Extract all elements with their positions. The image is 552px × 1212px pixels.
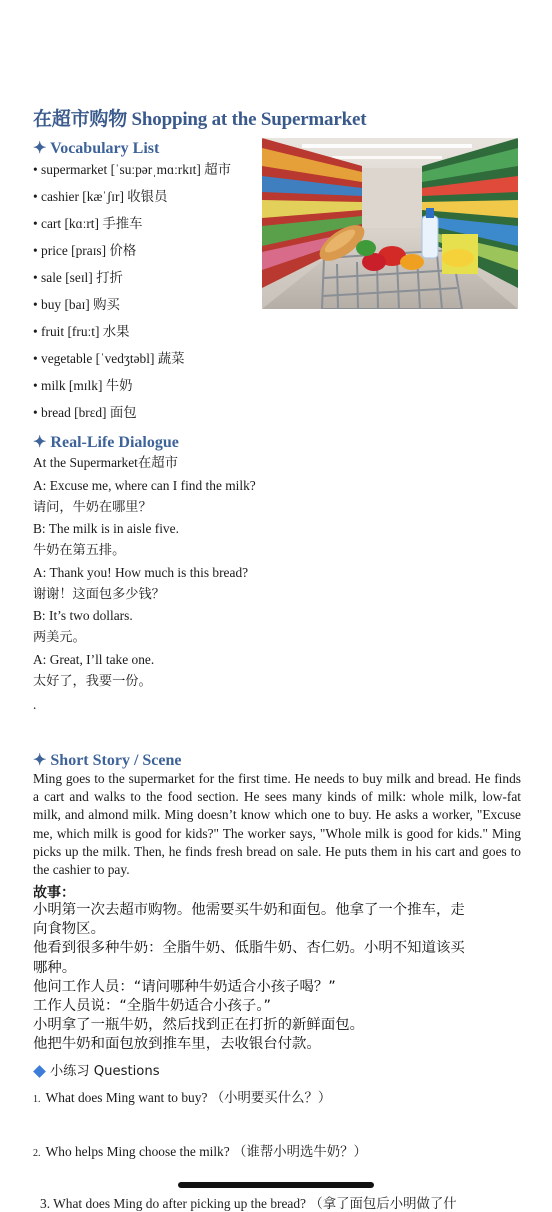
question-number: 1. <box>33 1094 41 1105</box>
vocab-item: • fruit [fruːt] 水果 <box>33 324 130 339</box>
vocab-item: • vegetable [ˈvedʒtəbl] 蔬菜 <box>33 351 185 366</box>
story-chinese-heading: 故事： <box>33 885 75 901</box>
dialogue-line-zh: 请问，牛奶在哪里？ <box>33 500 152 515</box>
story-chinese-line: 工作人员说：“全脂牛奶适合小孩子。” <box>33 998 271 1015</box>
vocab-item: • price [praɪs] 价格 <box>33 243 137 258</box>
story-chinese-line: 哪种。 <box>33 959 77 976</box>
story-english: Ming goes to the supermarket for the first time. He needs to buy milk and bread. He finds a cart and walks to the food section. He sees many kinds of milk: whole milk, low-fat milk, and almond milk. Ming doesn’t know which one to buy. He asks a worker, "Excuse me, which milk is good for kids?" The worker says, "Whole milk is good for kids." Ming picks up the milk. Then, he finds fresh bread on sale. He puts them in his cart and goes to the cashier to pay. <box>33 771 521 878</box>
dialogue-line-en: B: The milk is in aisle five. <box>33 521 179 536</box>
dialogue-setting: At the Supermarket在超市 <box>33 455 179 470</box>
dialogue-heading: ✦ Real-Life Dialogue <box>33 434 179 451</box>
vocabulary-list <box>33 160 231 430</box>
dialogue-line-en: B: It’s two dollars. <box>33 608 133 623</box>
dialogue-line-zh: 牛奶在第五排。 <box>33 543 126 558</box>
vocab-item: • bread [brɛd] 面包 <box>33 405 137 420</box>
supermarket-photo <box>262 138 518 309</box>
home-indicator[interactable] <box>178 1182 374 1188</box>
story-chinese-line: 小明拿了一瓶牛奶，然后找到正在打折的新鲜面包。 <box>33 1017 364 1034</box>
story-chinese-line: 小明第一次去超市购物。他需要买牛奶和面包。他拿了一个推车，走 <box>33 902 465 918</box>
questions-heading-label: 小练习 Questions <box>50 1064 160 1079</box>
story-heading: ✦ Short Story / Scene <box>33 752 182 769</box>
dialogue-line-zh: 两美元。 <box>33 630 86 645</box>
vocab-item: • buy [baɪ] 购买 <box>33 297 120 312</box>
vocab-item: • cart [kɑːrt] 手推车 <box>33 216 143 231</box>
question-item <box>33 1087 331 1106</box>
question-item-cut-off: 3. What does Ming do after picking up the bread? （拿了面包后小明做了什 <box>40 1196 457 1211</box>
dialogue-line-en: A: Great, I’ll take one. <box>33 652 155 667</box>
story-chinese-line: 他问工作人员：“请问哪种牛奶适合小孩子喝？” <box>33 978 336 995</box>
dialogue-line-zh: 太好了，我要一份。 <box>33 674 152 689</box>
story-chinese <box>33 901 523 1055</box>
vocab-item: • cashier [kæˈʃɪr] 收银员 <box>33 189 168 204</box>
trailing-dot: . <box>33 697 37 712</box>
story-chinese-line: 他把牛奶和面包放到推车里，去收银台付款。 <box>33 1036 321 1053</box>
page-title: 在超市购物 Shopping at the Supermarket <box>33 109 367 130</box>
question-text: Who helps Ming choose the milk? （谁帮小明选牛奶？） <box>45 1144 367 1159</box>
question-text: What does Ming want to buy? （小明要买什么？） <box>45 1090 332 1105</box>
diamond-icon <box>33 1065 46 1078</box>
dialogue-line-en: A: Excuse me, where can I find the milk? <box>33 478 256 493</box>
vocab-item: • sale [seɪl] 打折 <box>33 270 123 285</box>
dialogue-line-en: A: Thank you! How much is this bread? <box>33 565 249 580</box>
vocab-item: • milk [mɪlk] 牛奶 <box>33 378 133 393</box>
dialogue-line-zh: 谢谢！这面包多少钱？ <box>33 587 165 602</box>
questions-heading <box>33 1060 160 1079</box>
vocab-item: • supermarket [ˈsuːpərˌmɑːrkɪt] 超市 <box>33 162 231 177</box>
question-number: 2. <box>33 1148 41 1159</box>
story-chinese-line: 向食物区。 <box>33 921 105 938</box>
vocabulary-heading: ✦ Vocabulary List <box>33 140 160 157</box>
question-item <box>33 1141 367 1160</box>
story-chinese-line: 他看到很多种牛奶：全脂牛奶、低脂牛奶、杏仁奶。小明不知道该买 <box>33 940 465 957</box>
